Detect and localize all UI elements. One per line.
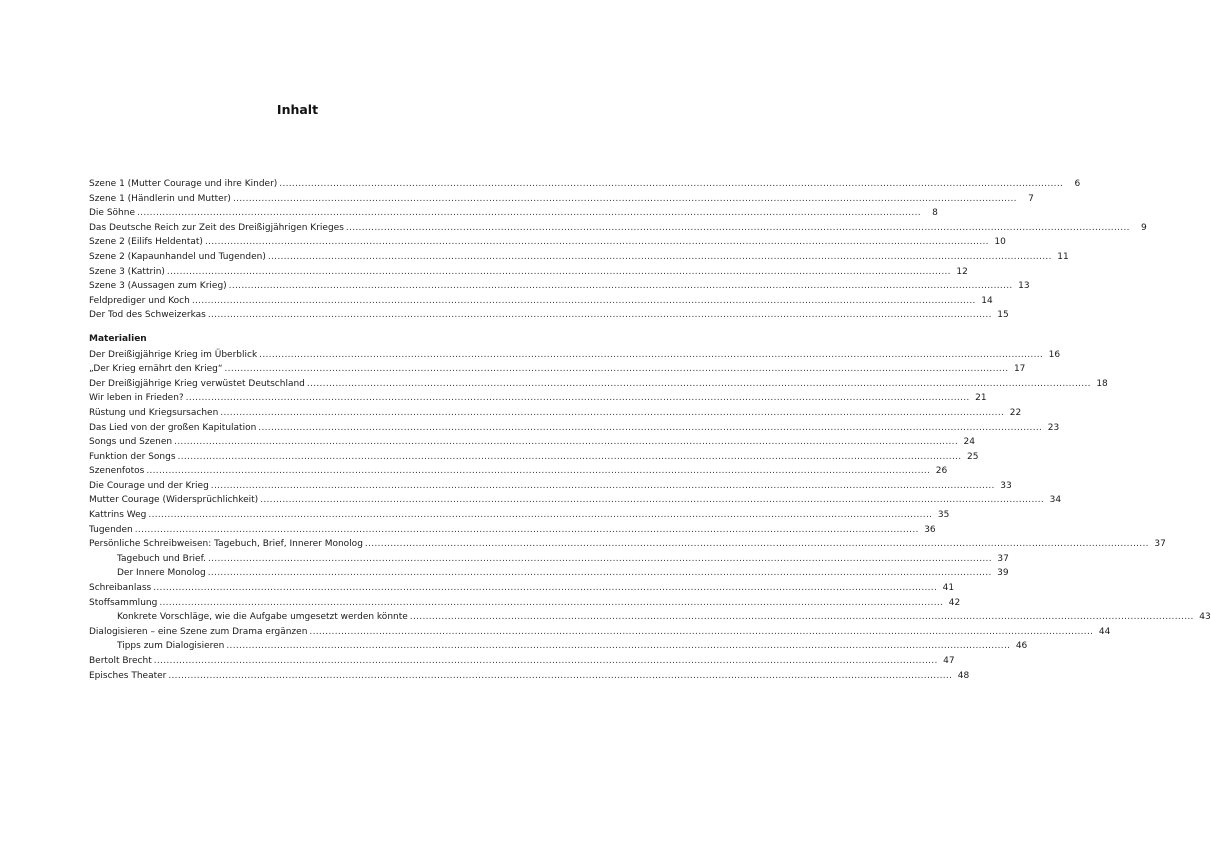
toc-entry	[89, 308, 1009, 323]
toc-leader-dots	[137, 206, 921, 221]
toc-entry	[89, 508, 950, 523]
toc-entry	[89, 250, 1069, 265]
toc-entry-page-number: 16	[1048, 349, 1061, 360]
toc-leader-dots	[168, 669, 952, 684]
table-of-contents	[89, 177, 1211, 683]
toc-entry-label: Der Dreißigjährige Krieg verwüstet Deutschland	[89, 378, 305, 389]
toc-leader-dots	[233, 192, 1017, 207]
toc-entry-label: Die Söhne	[89, 208, 135, 219]
toc-entry-label: Tugenden	[89, 524, 133, 535]
toc-entry-label: Das Lied von der großen Kapitulation	[89, 422, 257, 433]
toc-entry	[89, 221, 1147, 236]
toc-leader-dots	[309, 625, 1093, 640]
toc-entry-page-number: 39	[997, 568, 1009, 579]
toc-entry	[89, 192, 1034, 207]
toc-entry	[89, 669, 970, 684]
toc-entry-label: Tagebuch und Brief.	[117, 553, 206, 564]
toc-leader-dots	[167, 265, 951, 280]
toc-entry-page-number: 23	[1047, 422, 1060, 433]
toc-leader-dots	[205, 235, 989, 250]
toc-entry	[89, 493, 1062, 508]
toc-entry-label: Szene 2 (Eilifs Heldentat)	[89, 237, 203, 248]
toc-leader-dots	[346, 221, 1130, 236]
toc-entry	[89, 654, 955, 669]
toc-entry	[89, 362, 1026, 377]
toc-entry-page-number: 8	[932, 208, 938, 219]
toc-leader-dots	[146, 464, 930, 479]
toc-entry-page-number: 25	[966, 451, 979, 462]
toc-leader-dots	[307, 377, 1091, 392]
toc-entry-page-number: 9	[1141, 222, 1147, 233]
toc-entry-label: Stoffsammlung	[89, 597, 158, 608]
toc-entry	[89, 479, 1012, 494]
toc-entry-label: Die Courage und der Krieg	[89, 480, 209, 491]
toc-leader-dots	[410, 610, 1194, 625]
toc-entry-page-number: 48	[957, 670, 970, 681]
toc-entry	[89, 206, 938, 221]
toc-leader-dots	[135, 523, 919, 538]
toc-entry-label: Episches Theater	[89, 670, 167, 681]
toc-entry-label: Funktion der Songs	[89, 451, 176, 462]
toc-entry-label: Kattrins Weg	[89, 510, 147, 521]
toc-entry-page-number: 43	[1199, 612, 1211, 623]
toc-entry	[89, 377, 1108, 392]
toc-leader-dots	[208, 552, 992, 567]
toc-entry-label: Wir leben in Frieden?	[89, 393, 184, 404]
toc-entry-page-number: 24	[963, 437, 975, 448]
toc-leader-dots	[159, 596, 943, 611]
toc-leader-dots	[225, 362, 1009, 377]
toc-entry	[89, 177, 1081, 192]
toc-entry	[89, 537, 1166, 552]
toc-leader-dots	[208, 566, 992, 581]
toc-entry	[89, 348, 1061, 363]
toc-entry-page-number: 14	[981, 295, 993, 306]
toc-entry	[89, 566, 1009, 581]
toc-entry	[89, 391, 987, 406]
toc-leader-dots	[260, 493, 1044, 508]
toc-entry-label: Rüstung und Kriegsursachen	[89, 407, 219, 418]
toc-entry	[89, 464, 948, 479]
toc-entry-page-number: 35	[937, 510, 950, 521]
toc-entry-page-number: 37	[997, 553, 1009, 564]
toc-entry-label: Bertolt Brecht	[89, 656, 152, 666]
toc-leader-dots	[153, 581, 937, 596]
toc-entry	[89, 523, 936, 538]
toc-entry-label: Persönliche Schreibweisen: Tagebuch, Brief, Innerer Monolog	[89, 539, 363, 550]
toc-leader-dots	[279, 177, 1063, 192]
toc-scenes-group	[89, 177, 1147, 323]
toc-leader-dots	[365, 537, 1149, 552]
toc-leader-dots	[268, 250, 1052, 265]
toc-entry-page-number: 47	[943, 656, 955, 666]
toc-entry-label: Der Dreißigjährige Krieg im Überblick	[89, 349, 258, 360]
materialien-heading: Materialien	[89, 333, 147, 344]
toc-leader-dots	[178, 450, 962, 465]
toc-entry-label: Szene 3 (Aussagen zum Krieg)	[89, 281, 227, 292]
toc-entry-page-number: 36	[924, 524, 936, 535]
toc-entry-page-number: 12	[956, 266, 968, 277]
toc-entry	[89, 625, 1111, 640]
toc-entry-label: Feldprediger und Koch	[89, 295, 190, 306]
page-title: Inhalt	[276, 102, 319, 117]
toc-entry-page-number: 17	[1013, 364, 1026, 375]
toc-leader-dots	[208, 308, 992, 323]
toc-entry-page-number: 26	[935, 466, 948, 477]
toc-entry-page-number: 37	[1154, 539, 1166, 550]
toc-entry-page-number: 15	[997, 310, 1009, 321]
toc-entry	[89, 552, 1009, 567]
toc-entry	[89, 581, 955, 596]
toc-entry-page-number: 33	[1000, 480, 1012, 491]
toc-entry-page-number: 21	[975, 393, 987, 404]
toc-entry-label: Szene 1 (Mutter Courage und ihre Kinder)	[89, 179, 278, 189]
toc-entry-label: Tipps zum Dialogisieren	[117, 641, 225, 652]
toc-leader-dots	[229, 279, 1013, 294]
toc-entry-page-number: 10	[994, 237, 1006, 248]
toc-entry-page-number: 6	[1074, 179, 1081, 189]
toc-leader-dots	[192, 294, 976, 309]
toc-entry-label: Szenenfotos	[89, 466, 145, 477]
toc-entry-page-number: 41	[942, 583, 955, 594]
toc-leader-dots	[186, 391, 970, 406]
toc-entry	[89, 279, 1030, 294]
toc-leader-dots	[174, 435, 958, 450]
toc-leader-dots	[154, 654, 938, 669]
toc-entry-page-number: 46	[1015, 641, 1028, 652]
toc-entry	[89, 610, 1211, 625]
toc-entry	[89, 235, 1006, 250]
toc-entry-label: Dialogisieren – eine Szene zum Drama ergänzen	[89, 626, 308, 637]
toc-entry	[89, 435, 975, 450]
toc-entry-page-number: 7	[1028, 193, 1034, 204]
toc-entry-page-number: 18	[1096, 378, 1108, 389]
toc-entry-page-number: 22	[1009, 407, 1022, 418]
toc-leader-dots	[259, 348, 1043, 363]
toc-entry	[89, 450, 979, 465]
toc-entry-page-number: 34	[1049, 495, 1062, 506]
toc-entry	[89, 421, 1060, 436]
toc-entry	[89, 294, 993, 309]
toc-leader-dots	[148, 508, 932, 523]
toc-entry-page-number: 42	[948, 597, 961, 608]
toc-entry-label: „Der Krieg ernährt den Krieg“	[89, 364, 223, 375]
toc-entry	[89, 265, 968, 280]
toc-entry-label: Der Innere Monolog	[117, 568, 206, 579]
toc-entry	[89, 596, 961, 611]
toc-entry-label: Songs und Szenen	[89, 437, 173, 448]
toc-leader-dots	[226, 639, 1010, 654]
toc-entry-label: Mutter Courage (Widersprüchlichkeit)	[89, 495, 259, 506]
toc-entry-page-number: 44	[1098, 626, 1111, 637]
toc-entry-label: Szene 3 (Kattrin)	[89, 266, 165, 277]
toc-leader-dots	[211, 479, 995, 494]
toc-entry-label: Konkrete Vorschläge, wie die Aufgabe umgesetzt werden könnte	[117, 612, 408, 623]
toc-leader-dots	[220, 406, 1004, 421]
toc-leader-dots	[258, 421, 1042, 436]
toc-entry-label: Der Tod des Schweizerkas	[89, 310, 206, 321]
toc-entry	[89, 639, 1028, 654]
toc-materials-group	[89, 348, 1211, 684]
toc-entry-label: Szene 1 (Händlerin und Mutter)	[89, 193, 231, 204]
toc-entry	[89, 406, 1022, 421]
toc-entry-label: Das Deutsche Reich zur Zeit des Dreißigjährigen Krieges	[89, 222, 344, 233]
toc-entry-page-number: 11	[1057, 251, 1069, 262]
toc-entry-label: Schreibanlass	[89, 583, 152, 594]
toc-entry-page-number: 13	[1018, 281, 1030, 292]
toc-entry-label: Szene 2 (Kapaunhandel und Tugenden)	[89, 251, 266, 262]
